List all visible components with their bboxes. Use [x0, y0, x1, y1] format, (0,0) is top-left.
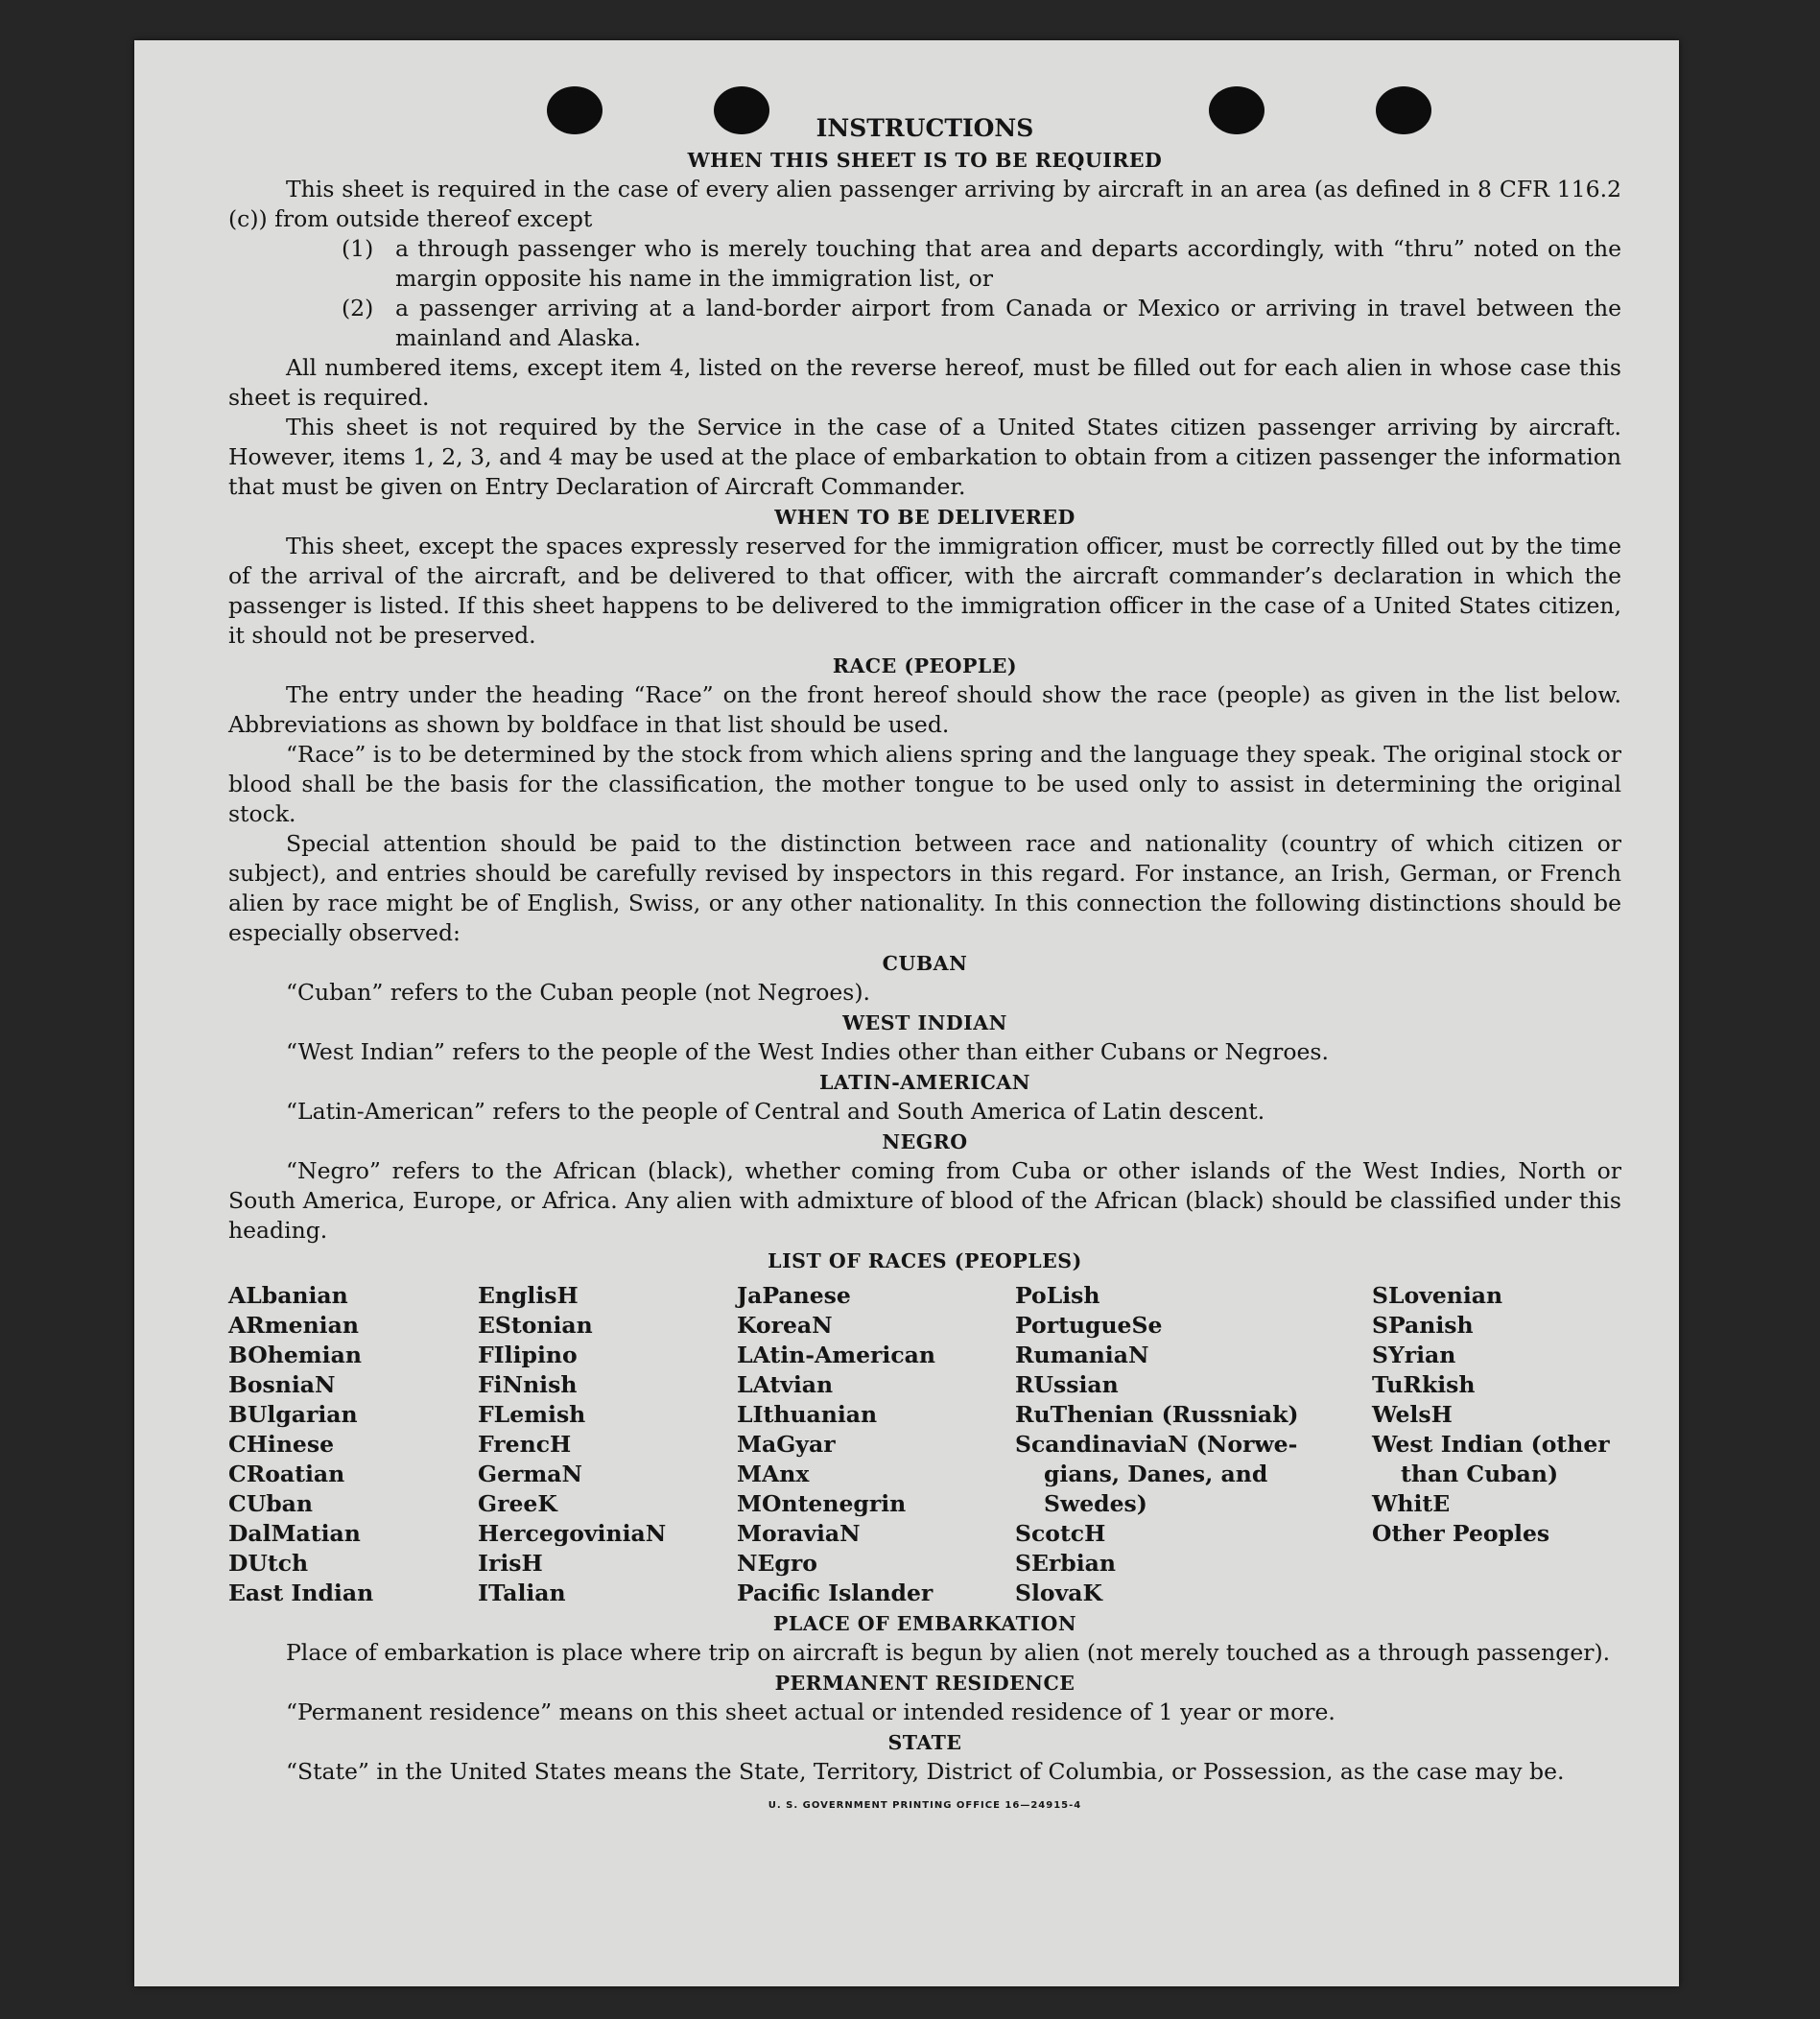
race-para: “Race” is to be determined by the stock from which aliens spring and the language they speak. The original stock or blood shall be the basis for the classification, the mother tongue to be used only to assist in determining the original stock. [228, 741, 1621, 827]
section-heading-state: STATE [887, 1731, 962, 1754]
section-heading-race: RACE (PEOPLE) [832, 654, 1018, 677]
race-entry: HercegoviniaN [478, 1520, 667, 1547]
race-entry: BUlgarian [228, 1401, 358, 1428]
race-entry-continued: Swedes) [1044, 1490, 1147, 1517]
race-entry: NEgro [737, 1550, 817, 1577]
section-heading-negro: NEGRO [882, 1130, 968, 1153]
section-heading-west-indian: WEST INDIAN [842, 1011, 1007, 1034]
item-text: a passenger arriving at a land-border airport from Canada or Mexico or arriving in travel between the mainland and Alaska. [395, 295, 1621, 351]
exception-item [228, 234, 1621, 294]
section-heading-embarkation: PLACE OF EMBARKATION [772, 1612, 1077, 1635]
race-entry: ITalian [478, 1580, 566, 1606]
section-heading-delivered: WHEN TO BE DELIVERED [774, 506, 1075, 529]
race-para: Special attention should be paid to the distinction between race and nationality (country of which citizen or subject), and entries should be carefully revised by inspectors in this regard. For instance, an Irish, German, or French alien by race might be of English, Swiss, or any other nationality. In this connection the following distinctions should be especially observed: [228, 830, 1621, 946]
races-column [1015, 1281, 1372, 1608]
required-para: All numbered items, except item 4, listed on the reverse hereof, must be filled out for each alien in whose case this sheet is required. [228, 354, 1621, 411]
race-entry: WelsH [1372, 1401, 1453, 1428]
races-column [228, 1281, 478, 1608]
form-sheet [134, 40, 1679, 1986]
race-entry: EnglisH [478, 1282, 579, 1309]
race-entry: FrencH [478, 1431, 572, 1458]
race-entry: IrisH [478, 1550, 543, 1577]
negro-text: “Negro” refers to the African (black), whether coming from Cuba or other islands of the West Indies, North or South America, Europe, or Africa. Any alien with admixture of blood of the African (black) should be classified under this heading. [228, 1157, 1621, 1244]
race-entry: SPanish [1372, 1312, 1474, 1339]
races-column [737, 1281, 1015, 1608]
race-entry: ARmenian [228, 1312, 359, 1339]
item-text: a through passenger who is merely touching that area and departs accordingly, with “thru” noted on the margin opposite his name in the immigration list, or [395, 235, 1621, 292]
race-entry: MaGyar [737, 1431, 836, 1458]
races-column [1372, 1281, 1621, 1608]
race-entry: KoreaN [737, 1312, 833, 1339]
race-entry: GreeK [478, 1490, 557, 1517]
item-number: (2) [342, 295, 374, 321]
race-entry: FLemish [478, 1401, 586, 1428]
race-entry: DalMatian [228, 1520, 361, 1547]
race-entry: PoLish [1015, 1282, 1100, 1309]
west-indian-text: “West Indian” refers to the people of the West Indies other than either Cubans or Negroes. [286, 1038, 1329, 1065]
item-number: (1) [342, 235, 374, 262]
race-entry: RumaniaN [1015, 1342, 1149, 1368]
race-entry: West Indian (other [1372, 1431, 1610, 1458]
race-entry: DUtch [228, 1550, 309, 1577]
required-intro: This sheet is required in the case of every alien passenger arriving by aircraft in an area (as defined in 8 CFR 116.2 (c)) from outside thereof except [228, 176, 1621, 232]
section-heading-residence: PERMANENT RESIDENCE [774, 1672, 1075, 1695]
race-entry: Other Peoples [1372, 1520, 1550, 1547]
race-entry: RUssian [1015, 1371, 1119, 1398]
races-column [478, 1281, 737, 1608]
race-entry: BosniaN [228, 1371, 336, 1398]
page-title: INSTRUCTIONS [815, 114, 1034, 142]
race-entry: PortugueSe [1015, 1312, 1163, 1339]
race-entry: LAtin-American [737, 1342, 935, 1368]
residence-text: “Permanent residence” means on this sheet actual or intended residence of 1 year or more. [286, 1698, 1335, 1725]
instructions-body [228, 112, 1621, 1820]
race-entry: JaPanese [737, 1282, 851, 1309]
race-entry: SYrian [1372, 1342, 1456, 1368]
section-heading-cuban: CUBAN [882, 952, 968, 975]
race-entry: BOhemian [228, 1342, 362, 1368]
delivered-text: This sheet, except the spaces expressly reserved for the immigration officer, must be correctly filled out by the time of the arrival of the aircraft, and be delivered to that officer, with the aircraft commander’s declaration in which the passenger is listed. If this sheet happens to be delivered to the immigration officer in the case of a United States citizen, it should not be preserved. [228, 533, 1621, 649]
race-entry: ScotcH [1015, 1520, 1106, 1547]
race-entry: MoraviaN [737, 1520, 861, 1547]
embarkation-text: Place of embarkation is place where trip on aircraft is begun by alien (not merely touched as a through passenger). [286, 1639, 1611, 1666]
race-entry: CRoatian [228, 1461, 345, 1487]
race-entry: EStonian [478, 1312, 593, 1339]
race-para: The entry under the heading “Race” on the front hereof should show the race (people) as given in the list below. Abbreviations as shown by boldface in that list should be used. [228, 681, 1621, 738]
race-entry: CUban [228, 1490, 313, 1517]
state-text: “State” in the United States means the State, Territory, District of Columbia, or Possession, as the case may be. [286, 1758, 1565, 1785]
race-entry: RuThenian (Russniak) [1015, 1401, 1299, 1428]
race-entry: LIthuanian [737, 1401, 878, 1428]
section-heading-latin-american: LATIN-AMERICAN [818, 1071, 1031, 1094]
race-entry: SlovaK [1015, 1580, 1102, 1606]
race-entry: FiNnish [478, 1371, 578, 1398]
latin-american-text: “Latin-American” refers to the people of Central and South America of Latin descent. [286, 1098, 1265, 1125]
race-entry: East Indian [228, 1580, 374, 1606]
race-entry: LAtvian [737, 1371, 834, 1398]
race-entry: ScandinaviaN (Norwe- [1015, 1431, 1298, 1458]
race-entry: Pacific Islander [737, 1580, 934, 1606]
race-entry: ALbanian [228, 1282, 348, 1309]
race-entry: GermaN [478, 1461, 582, 1487]
race-entry: SLovenian [1372, 1282, 1503, 1309]
race-entry: MOntenegrin [737, 1490, 907, 1517]
races-table [228, 1281, 1621, 1608]
exception-item [228, 294, 1621, 353]
race-entry: FIlipino [478, 1342, 578, 1368]
printing-office-footer: U. S. GOVERNMENT PRINTING OFFICE 16—24915-4 [768, 1800, 1082, 1811]
section-heading-races-list: LIST OF RACES (PEOPLES) [768, 1249, 1082, 1272]
race-entry: WhitE [1372, 1490, 1451, 1517]
required-para: This sheet is not required by the Service in the case of a United States citizen passenger arriving by aircraft. However, items 1, 2, 3, and 4 may be used at the place of embarkation to obtain from a citizen passenger the information that must be given on Entry Declaration of Aircraft Commander. [228, 414, 1621, 500]
race-entry: CHinese [228, 1431, 335, 1458]
race-entry-continued: than Cuban) [1401, 1461, 1559, 1487]
race-entry-continued: gians, Danes, and [1044, 1461, 1268, 1487]
cuban-text: “Cuban” refers to the Cuban people (not Negroes). [286, 979, 871, 1006]
race-entry: TuRkish [1372, 1371, 1476, 1398]
race-entry: MAnx [737, 1461, 810, 1487]
section-heading-required: WHEN THIS SHEET IS TO BE REQUIRED [687, 149, 1163, 172]
race-entry: SErbian [1015, 1550, 1116, 1577]
